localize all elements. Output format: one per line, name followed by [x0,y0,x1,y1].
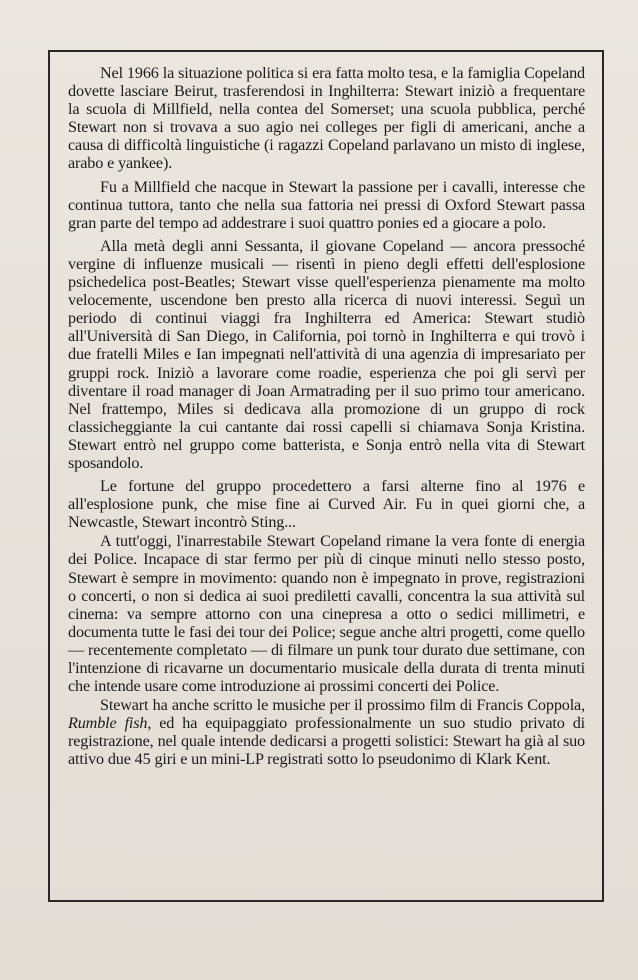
paragraph-6 [68,696,585,768]
body-text [68,64,585,774]
paragraph-6-before: Stewart ha anche scritto le musiche per il prossimo film di Francis Coppola, [100,696,585,715]
paragraph-1: Nel 1966 la situazione politica si era fatta molto tesa, e la famiglia Copeland dovette lasciare Beirut, trasferendosi in Inghilterra: Stewart iniziò a frequentare la scuola di Millfield, nella contea del Somerset; una scuola pubblica, perché Stewart non si trovava a suo agio nei colleges per figli di americani, anche a causa di difficoltà linguistiche (i ragazzi Copeland parlavano un misto di inglese, arabo e yankee). [68,64,585,173]
paragraph-3: Alla metà degli anni Sessanta, il giovane Copeland — ancora pressoché vergine di influenze musicali — risentì in pieno degli effetti dell'esplosione psichedelica post-Beatles; Stewart visse quell'esperienza pienamente ma molto velocemente, uscendone ben presto alla ricerca di nuovi interessi. Seguì un periodo di continui viaggi fra Inghilterra ed America: Stewart studiò all'Università di San Diego, in California, poi tornò in Inghilterra e qui trovò i due fratelli Miles e Ian impegnati nell'attività di una agenzia di impresariato per gruppi rock. Iniziò a lavorare come roadie, esperienza che poi gli servì per diventare il road manager di Joan Armatrading per il suo primo tour americano. Nel frattempo, Miles si dedicava alla promozione di un gruppo di rock classicheggiante la cui cantante dai rossi capelli si chiamava Sonja Kristina. Stewart entrò nel gruppo come batterista, e Sonja entrò nella vita di Stewart sposandolo. [68,236,585,472]
paragraph-6-after: , ed ha equipaggiato professionalmente un suo studio privato di registrazione, nel quale intende dedicarsi a progetti solistici: Stewart ha già al suo attivo due 45 giri e un mini-LP registrati sotto lo pseudonimo di Klark Kent. [68,714,585,769]
paragraph-5: A tutt'oggi, l'inarrestabile Stewart Copeland rimane la vera fonte di energia dei Police. Incapace di star fermo per più di cinque minuti nello stesso posto, Stewart è sempre in movimento: quando non è impegnato in prove, registrazioni o concerti, o non si dedica ai suoi prediletti cavalli, concentra la sua attività sul cinema: va sempre attorno con una cinepresa a otto o sedici millimetri, e documenta tutte le fasi dei tour dei Police; segue anche altri progetti, come quello — recentemente completato — di filmare un punk tour durato due settimane, con l'intenzione di ricavarne un documentario musicale della durata di trenta minuti che intende usare come introduzione ai prossimi concerti dei Police. [68,532,585,696]
paragraph-2: Fu a Millfield che nacque in Stewart la passione per i cavalli, interesse che continua tuttora, tanto che nella sua fattoria nei pressi di Oxford Stewart passa gran parte del tempo ad addestrare i suoi quattro ponies ed a giocare a polo. [68,177,585,232]
paragraph-4: Le fortune del gruppo procedettero a farsi alterne fino al 1976 e all'esplosione punk, che mise fine ai Curved Air. Fu in quei giorni che, a Newcastle, Stewart incontrò Sting... [68,477,585,532]
film-title: Rumble fish [68,714,148,733]
